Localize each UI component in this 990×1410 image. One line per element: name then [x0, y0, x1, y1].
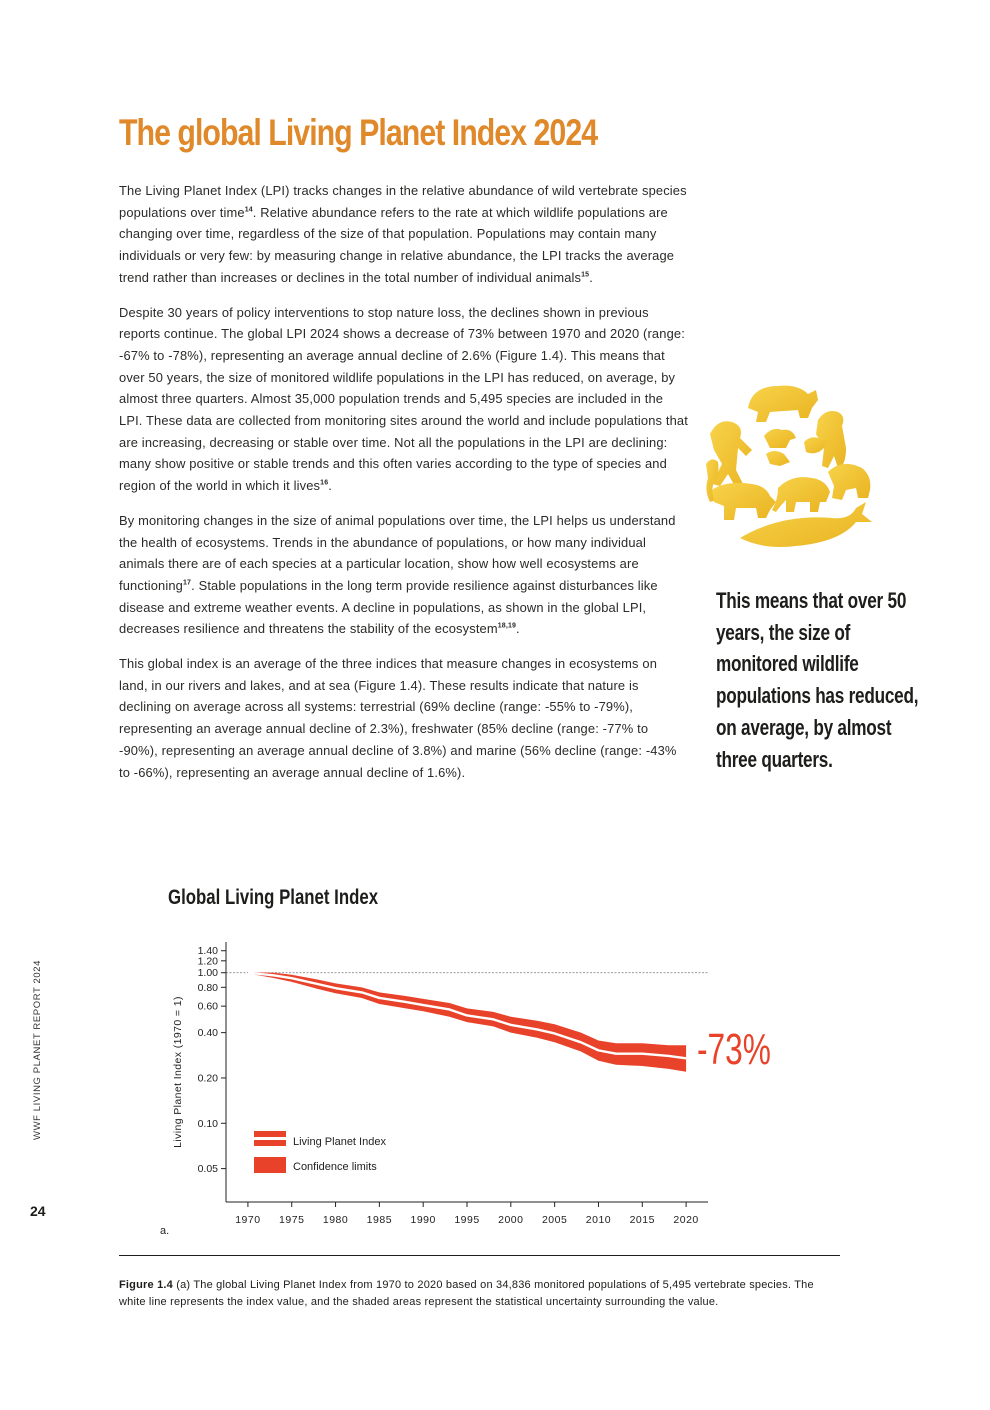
- y-tick-label: 1.20: [197, 955, 218, 968]
- y-tick-label: 0.20: [197, 1072, 218, 1085]
- wildlife-silhouettes-illustration: [700, 378, 875, 558]
- y-tick-label: 0.10: [197, 1117, 218, 1130]
- pull-quote: This means that over 50 years, the size of monitored wildlife populations has reduced, on average, by almost three quarters.: [716, 588, 919, 772]
- paragraph: [119, 180, 689, 289]
- y-tick-label: 1.40: [197, 945, 218, 958]
- footnote-reference: 15: [581, 271, 590, 279]
- caption-label: Figure 1.4: [119, 1279, 173, 1291]
- paragraph-text: .: [328, 478, 332, 494]
- y-axis-label: Living Planet Index (1970 = 1): [172, 996, 184, 1148]
- figure-caption: [119, 1277, 839, 1311]
- x-tick-label: 1975: [279, 1214, 305, 1226]
- legend-swatch-index-top: [254, 1131, 286, 1137]
- paragraph: [119, 653, 689, 783]
- y-tick-label: 1.00: [197, 967, 218, 980]
- legend-swatch-confidence: [254, 1157, 286, 1173]
- x-tick-label: 2005: [541, 1214, 568, 1226]
- footnote-reference: 17: [183, 579, 192, 587]
- footnote-reference: 14: [244, 206, 253, 214]
- footnote-reference: 18,19: [497, 623, 517, 631]
- x-tick-label: 1985: [366, 1214, 393, 1226]
- x-tick-label: 1980: [322, 1214, 349, 1226]
- paragraph-text: The Living Planet Index (LPI) tracks changes in the relative abundance of wild vertebrate species populations over time: [119, 183, 687, 220]
- caption-divider: [119, 1255, 840, 1256]
- x-tick-label: 2015: [629, 1214, 655, 1226]
- paragraph-text: .: [516, 621, 520, 637]
- legend-label-confidence: Confidence limits: [293, 1161, 377, 1173]
- x-tick-label: 2000: [498, 1214, 524, 1226]
- report-side-label: WWF LIVING PLANET REPORT 2024: [32, 959, 43, 1140]
- caption-text: (a) The global Living Planet Index from 1970 to 2020 based on 34,836 monitored populations of 5,495 vertebrate species. The white line represents the index value, and the shaded areas represent the statistical uncertainty surrounding the value.: [119, 1279, 814, 1308]
- x-tick-label: 1995: [454, 1214, 480, 1226]
- paragraph-text: Despite 30 years of policy interventions to stop nature loss, the declines shown in previous reports continue. The global LPI 2024 shows a decrease of 73% between 1970 and 2020 (range: -67% to -78%), representing an average annual decline of 2.6% (Figure 1.4). This means that over 50 years, the size of monitored wildlife populations in the LPI has reduced, on average, by almost three quarters. Almost 35,000 population trends and 5,495 species are included in the LPI. These data are collected from monitoring sites around the world and include populations that are increasing, decreasing or stable over time. Not all the populations in the LPI are declining: many show positive or stable trends and this often varies according to the type of species and region of the world in which it lives: [119, 304, 688, 494]
- chart-heading: Global Living Planet Index: [168, 886, 379, 909]
- paragraph-text: . Stable populations in the long term provide resilience against disturbances like disease and extreme weather events. A decline in populations, as shown in the global LPI, decreases resilience and threatens the stability of the ecosystem: [119, 577, 658, 637]
- page-title: The global Living Planet Index 2024: [119, 112, 598, 153]
- paragraph-text: By monitoring changes in the size of animal populations over time, the LPI helps us understand the health of ecosystems. Trends in the abundance of populations, or how many individual animals there are of each species at a particular location, show how well ecosystems are functioning: [119, 512, 676, 593]
- x-tick-label: 2020: [673, 1214, 699, 1226]
- animal-icons: [706, 386, 872, 547]
- legend-label-index: Living Planet Index: [293, 1136, 386, 1148]
- paragraph: [119, 302, 689, 497]
- y-tick-label: 0.80: [197, 981, 218, 994]
- y-tick-label: 0.60: [197, 1000, 218, 1013]
- y-tick-label: 0.40: [197, 1027, 218, 1040]
- index-line: [248, 973, 686, 1059]
- confidence-band: [248, 972, 686, 1072]
- body-text: [119, 180, 689, 796]
- paragraph-text: .: [589, 269, 593, 285]
- footnote-reference: 16: [320, 479, 329, 487]
- paragraph-text: This global index is an average of the three indices that measure changes in ecosystems on land, in our rivers and lakes, and at sea (Figure 1.4). These results indicate that nature is declining on average across all systems: terrestrial (69% decline (range: -55% to -79%), representing an average annual decline of 2.3%), freshwater (85% decline (range: -77% to -90%), representing an average annual decline of 3.8%) and marine (56% decline (range: -43% to -66%), representing an average annual decline of 1.6%).: [119, 656, 677, 780]
- page-number: 24: [30, 1203, 46, 1219]
- y-tick-label: 0.05: [197, 1163, 218, 1176]
- panel-label: a.: [160, 1225, 170, 1237]
- paragraph-text: . Relative abundance refers to the rate at which wildlife populations are changing over time, regardless of the size of that population. Populations may contain many individuals or very few: by measuring change in relative abundance, the LPI tracks the average trend rather than increases or declines in the total number of individual animals: [119, 204, 675, 285]
- x-tick-label: 2010: [585, 1214, 612, 1226]
- legend-swatch-index-bottom: [254, 1140, 286, 1146]
- x-tick-label: 1970: [235, 1214, 261, 1226]
- paragraph: [119, 510, 689, 640]
- change-percent-label: -73%: [697, 1024, 771, 1075]
- x-tick-label: 1990: [410, 1214, 436, 1226]
